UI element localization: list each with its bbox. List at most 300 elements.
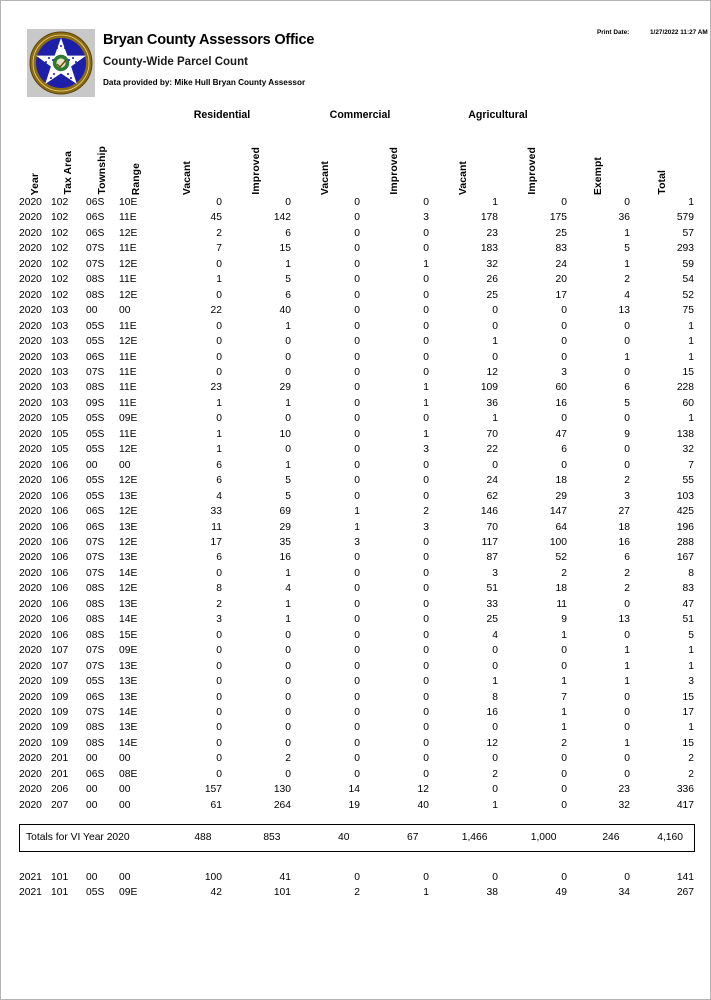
table-row xyxy=(19,241,694,256)
cell-improved-0: 40 xyxy=(279,305,291,317)
cell-year: 2020 xyxy=(19,753,42,765)
table-row xyxy=(19,210,694,225)
cell-improved-1: 0 xyxy=(423,336,429,348)
table-row xyxy=(19,550,694,565)
cell-range: 12E xyxy=(119,475,138,487)
cell-exempt: 5 xyxy=(624,243,631,255)
cell-exempt: 0 xyxy=(624,706,631,718)
table-row xyxy=(19,767,694,782)
cell-vacant-0: 0 xyxy=(216,645,222,657)
cell-year: 2020 xyxy=(19,197,42,208)
cell-range: 11E xyxy=(119,428,137,440)
cell-township: 07S xyxy=(86,660,105,672)
cell-vacant-2: 8 xyxy=(492,691,498,703)
table-row xyxy=(19,350,694,365)
cell-range: 13E xyxy=(119,722,138,734)
cell-total: 17 xyxy=(682,706,695,718)
cell-year: 2020 xyxy=(19,799,42,811)
cell-improved-1: 0 xyxy=(423,598,429,610)
cell-exempt: 0 xyxy=(624,691,631,703)
cell-township: 08S xyxy=(86,737,105,749)
totals-value: 1,000 xyxy=(530,832,557,843)
cell-total: 83 xyxy=(682,583,695,595)
cell-vacant-2: 1 xyxy=(492,799,498,811)
cell-total: 141 xyxy=(676,872,694,883)
cell-improved-0: 1 xyxy=(285,614,291,626)
cell-vacant-2: 0 xyxy=(492,459,498,471)
cell-total: 288 xyxy=(676,536,695,548)
cell-vacant-2: 1 xyxy=(492,413,498,425)
cell-exempt: 0 xyxy=(624,197,631,208)
cell-improved-1: 0 xyxy=(423,274,429,286)
cell-total: 1 xyxy=(688,722,695,734)
cell-vacant-0: 0 xyxy=(216,737,222,749)
cell-improved-2: 49 xyxy=(555,887,567,899)
cell-year: 2020 xyxy=(19,706,42,718)
cell-vacant-0: 4 xyxy=(216,490,222,502)
cell-range: 09E xyxy=(119,887,138,899)
cell-vacant-2: 38 xyxy=(486,887,498,899)
cell-improved-2: 0 xyxy=(561,413,568,425)
cell-vacant-0: 0 xyxy=(216,366,222,378)
cell-vacant-0: 23 xyxy=(210,382,222,394)
cell-vacant-1: 0 xyxy=(354,737,360,749)
cell-tax-area: 207 xyxy=(51,799,69,811)
cell-tax-area: 107 xyxy=(51,645,69,657)
cell-total: 103 xyxy=(676,490,695,502)
cell-vacant-0: 6 xyxy=(216,459,222,471)
cell-year: 2020 xyxy=(19,366,42,378)
cell-improved-0: 1 xyxy=(285,567,291,579)
cell-improved-1: 0 xyxy=(423,475,429,487)
cell-improved-0: 0 xyxy=(285,351,291,363)
cell-range: 11E xyxy=(119,382,137,394)
cell-year: 2020 xyxy=(19,258,42,270)
cell-improved-1: 0 xyxy=(423,737,429,749)
cell-tax-area: 106 xyxy=(51,459,69,471)
cell-total: 60 xyxy=(682,397,695,409)
totals-value: 853 xyxy=(263,832,281,843)
table-row xyxy=(19,628,694,643)
cell-improved-0: 0 xyxy=(285,660,291,672)
cell-total: 1 xyxy=(688,660,695,672)
cell-improved-1: 0 xyxy=(423,243,429,255)
cell-year: 2020 xyxy=(19,614,42,626)
column-header-agricultural-vacant-label: Vacant xyxy=(458,160,469,195)
cell-vacant-1: 0 xyxy=(354,413,360,425)
cell-year: 2020 xyxy=(19,397,42,409)
table-row xyxy=(19,674,694,689)
cell-tax-area: 109 xyxy=(51,691,69,703)
cell-township: 00 xyxy=(86,799,98,811)
cell-improved-2: 0 xyxy=(561,799,568,811)
cell-total: 32 xyxy=(682,444,695,456)
column-header-exempt xyxy=(567,125,630,195)
cell-improved-0: 2 xyxy=(285,753,291,765)
column-header-commercial-improved xyxy=(360,125,429,195)
cell-tax-area: 206 xyxy=(51,784,69,796)
cell-improved-1: 0 xyxy=(423,645,429,657)
print-date-label: Print Date: xyxy=(597,29,630,36)
cell-improved-2: 20 xyxy=(555,274,568,286)
cell-improved-1: 0 xyxy=(423,614,429,626)
cell-year: 2020 xyxy=(19,567,42,579)
cell-vacant-1: 2 xyxy=(354,887,360,899)
cell-year: 2020 xyxy=(19,413,42,425)
cell-improved-2: 18 xyxy=(555,583,568,595)
table-row xyxy=(19,736,694,751)
cell-vacant-0: 22 xyxy=(210,305,222,317)
cell-vacant-0: 0 xyxy=(216,768,222,780)
cell-improved-2: 2 xyxy=(561,737,568,749)
cell-tax-area: 201 xyxy=(51,768,69,780)
cell-exempt: 27 xyxy=(618,506,631,518)
group-header-row xyxy=(19,104,694,125)
cell-total: 8 xyxy=(688,567,695,579)
cell-tax-area: 106 xyxy=(51,506,69,518)
cell-total: 75 xyxy=(682,305,695,317)
cell-improved-2: 7 xyxy=(561,691,568,703)
cell-total: 54 xyxy=(682,274,695,286)
cell-total: 1 xyxy=(688,197,695,208)
cell-vacant-0: 6 xyxy=(216,475,222,487)
cell-vacant-2: 51 xyxy=(486,583,498,595)
cell-improved-1: 12 xyxy=(417,784,429,796)
cell-tax-area: 106 xyxy=(51,536,69,548)
cell-improved-2: 47 xyxy=(555,428,568,440)
cell-range: 14E xyxy=(119,706,138,718)
cell-tax-area: 102 xyxy=(51,197,69,208)
cell-vacant-0: 0 xyxy=(216,706,222,718)
cell-exempt: 2 xyxy=(624,583,631,595)
cell-township: 05S xyxy=(86,676,105,688)
group-header-commercial: Commercial xyxy=(329,108,391,121)
table-row xyxy=(19,334,694,349)
cell-vacant-2: 4 xyxy=(492,629,498,641)
cell-vacant-2: 1 xyxy=(492,676,498,688)
cell-improved-1: 0 xyxy=(423,872,429,883)
cell-year: 2020 xyxy=(19,722,42,734)
cell-exempt: 2 xyxy=(624,567,631,579)
cell-vacant-2: 70 xyxy=(486,428,498,440)
group-spacer-township xyxy=(86,104,119,125)
cell-township: 08S xyxy=(86,598,105,610)
cell-improved-1: 0 xyxy=(423,351,429,363)
cell-vacant-2: 146 xyxy=(480,506,498,518)
cell-vacant-2: 0 xyxy=(492,320,498,332)
cell-township: 07S xyxy=(86,258,105,270)
table-row xyxy=(19,643,694,658)
cell-improved-0: 6 xyxy=(285,289,291,301)
cell-vacant-1: 0 xyxy=(354,274,360,286)
group-spacer-exempt xyxy=(567,104,630,125)
group-spacer-range xyxy=(119,104,153,125)
cell-improved-2: 64 xyxy=(555,521,568,533)
cell-range: 12E xyxy=(119,289,138,301)
column-header-row xyxy=(19,125,694,195)
cell-vacant-2: 25 xyxy=(486,289,498,301)
cell-exempt: 13 xyxy=(618,614,631,626)
cell-vacant-1: 19 xyxy=(348,799,360,811)
cell-range: 09E xyxy=(119,645,138,657)
cell-total: 2 xyxy=(688,768,695,780)
cell-year: 2020 xyxy=(19,490,42,502)
cell-exempt: 16 xyxy=(618,536,631,548)
cell-vacant-2: 22 xyxy=(486,444,498,456)
cell-year: 2020 xyxy=(19,227,42,239)
column-header-range-label: Range xyxy=(130,162,142,195)
table-row xyxy=(19,319,694,334)
table-row xyxy=(19,520,694,535)
cell-vacant-2: 70 xyxy=(486,521,498,533)
cell-vacant-1: 0 xyxy=(354,872,360,883)
cell-improved-2: 1 xyxy=(561,629,568,641)
cell-vacant-0: 0 xyxy=(216,197,222,208)
table-row xyxy=(19,504,694,519)
cell-improved-2: 6 xyxy=(561,444,568,456)
column-header-residential-improved xyxy=(222,125,291,195)
table-row xyxy=(19,597,694,612)
cell-year: 2020 xyxy=(19,336,42,348)
column-header-range xyxy=(119,125,153,195)
cell-improved-1: 1 xyxy=(423,258,429,270)
cell-total: 336 xyxy=(676,784,695,796)
cell-vacant-2: 36 xyxy=(486,397,498,409)
cell-range: 10E xyxy=(119,197,138,208)
cell-township: 05S xyxy=(86,428,105,440)
cell-improved-2: 0 xyxy=(561,784,568,796)
cell-exempt: 0 xyxy=(624,629,631,641)
cell-vacant-2: 12 xyxy=(486,737,498,749)
cell-year: 2020 xyxy=(19,212,42,224)
cell-township: 07S xyxy=(86,366,105,378)
group-spacer-tax-area xyxy=(51,104,86,125)
cell-vacant-1: 0 xyxy=(354,351,360,363)
cell-improved-2: 0 xyxy=(561,197,568,208)
cell-vacant-0: 0 xyxy=(216,336,222,348)
cell-exempt: 4 xyxy=(624,289,631,301)
cell-year: 2020 xyxy=(19,676,42,688)
cell-year: 2020 xyxy=(19,521,42,533)
cell-range: 12E xyxy=(119,583,138,595)
cell-total: 293 xyxy=(676,243,695,255)
cell-improved-2: 0 xyxy=(561,305,568,317)
cell-tax-area: 106 xyxy=(51,567,69,579)
cell-improved-0: 1 xyxy=(285,320,291,332)
cell-exempt: 2 xyxy=(624,475,631,487)
cell-tax-area: 103 xyxy=(51,305,69,317)
table-row xyxy=(19,396,694,411)
cell-vacant-1: 1 xyxy=(354,506,360,518)
cell-exempt: 34 xyxy=(618,887,630,899)
cell-vacant-1: 0 xyxy=(354,382,360,394)
cell-vacant-0: 0 xyxy=(216,413,222,425)
cell-vacant-0: 45 xyxy=(210,212,222,224)
cell-improved-2: 0 xyxy=(561,753,568,765)
totals-section xyxy=(19,824,694,852)
cell-exempt: 0 xyxy=(624,336,631,348)
cell-tax-area: 106 xyxy=(51,552,69,564)
cell-improved-0: 10 xyxy=(279,428,291,440)
cell-vacant-0: 100 xyxy=(204,872,222,883)
cell-vacant-2: 16 xyxy=(486,706,498,718)
column-header-residential-vacant-label: Vacant xyxy=(182,160,193,195)
cell-range: 00 xyxy=(119,872,131,883)
cell-exempt: 13 xyxy=(618,305,631,317)
cell-total: 579 xyxy=(676,212,695,224)
cell-tax-area: 103 xyxy=(51,397,69,409)
table-row xyxy=(19,489,694,504)
cell-vacant-1: 0 xyxy=(354,243,360,255)
next-year-body xyxy=(19,870,694,901)
cell-vacant-1: 0 xyxy=(354,583,360,595)
cell-improved-0: 5 xyxy=(285,475,291,487)
cell-total: 2 xyxy=(688,753,695,765)
cell-township: 00 xyxy=(86,872,98,883)
cell-year: 2020 xyxy=(19,583,42,595)
data-provided-by: Data provided by: Mike Hull Bryan County Assessor xyxy=(103,77,306,87)
cell-tax-area: 107 xyxy=(51,660,69,672)
cell-exempt: 0 xyxy=(624,459,631,471)
table-row xyxy=(19,365,694,380)
cell-vacant-1: 0 xyxy=(354,336,360,348)
cell-improved-0: 0 xyxy=(285,706,291,718)
cell-exempt: 0 xyxy=(624,320,631,332)
cell-vacant-2: 33 xyxy=(486,598,498,610)
cell-vacant-0: 157 xyxy=(204,784,222,796)
cell-township: 06S xyxy=(86,212,105,224)
cell-year: 2020 xyxy=(19,691,42,703)
cell-township: 06S xyxy=(86,521,105,533)
cell-vacant-2: 117 xyxy=(481,536,498,548)
cell-tax-area: 103 xyxy=(51,336,69,348)
totals-value: 40 xyxy=(338,832,350,843)
cell-range: 14E xyxy=(119,737,138,749)
cell-vacant-2: 62 xyxy=(486,490,498,502)
cell-exempt: 2 xyxy=(624,274,631,286)
cell-improved-2: 3 xyxy=(561,366,568,378)
cell-exempt: 3 xyxy=(624,490,631,502)
cell-vacant-1: 0 xyxy=(354,428,360,440)
group-spacer-year xyxy=(19,104,51,125)
cell-improved-2: 9 xyxy=(561,614,568,626)
cell-total: 228 xyxy=(676,382,695,394)
cell-improved-1: 0 xyxy=(423,629,429,641)
cell-range: 13E xyxy=(119,552,138,564)
cell-improved-0: 101 xyxy=(273,887,291,899)
cell-vacant-1: 14 xyxy=(348,784,360,796)
cell-total: 15 xyxy=(682,691,695,703)
cell-range: 12E xyxy=(119,536,138,548)
cell-improved-1: 0 xyxy=(423,552,429,564)
table-row xyxy=(19,782,694,797)
cell-improved-0: 0 xyxy=(285,336,291,348)
column-header-total xyxy=(630,125,694,195)
cell-township: 06S xyxy=(86,768,105,780)
cell-improved-2: 16 xyxy=(555,397,568,409)
cell-improved-1: 0 xyxy=(423,753,429,765)
cell-exempt: 0 xyxy=(624,753,631,765)
table-row xyxy=(19,411,694,426)
column-header-agricultural-improved-label: Improved xyxy=(527,147,538,195)
cell-improved-0: 5 xyxy=(285,490,291,502)
cell-range: 00 xyxy=(119,753,131,765)
cell-year: 2020 xyxy=(19,737,42,749)
cell-township: 08S xyxy=(86,274,105,286)
cell-township: 06S xyxy=(86,691,105,703)
cell-exempt: 1 xyxy=(624,737,631,749)
cell-tax-area: 106 xyxy=(51,583,69,595)
cell-improved-1: 0 xyxy=(423,197,429,208)
cell-improved-0: 4 xyxy=(285,583,291,595)
cell-tax-area: 106 xyxy=(51,475,69,487)
column-header-township xyxy=(86,125,119,195)
cell-improved-0: 41 xyxy=(279,872,291,883)
cell-range: 00 xyxy=(119,459,131,471)
cell-year: 2020 xyxy=(19,428,42,440)
cell-tax-area: 109 xyxy=(51,737,69,749)
cell-total: 196 xyxy=(676,521,695,533)
cell-improved-2: 1 xyxy=(561,722,568,734)
cell-tax-area: 106 xyxy=(51,490,69,502)
cell-total: 47 xyxy=(682,598,695,610)
cell-vacant-2: 109 xyxy=(480,382,498,394)
cell-range: 12E xyxy=(119,506,138,518)
cell-township: 07S xyxy=(86,536,105,548)
cell-total: 425 xyxy=(676,506,695,518)
cell-improved-0: 15 xyxy=(279,243,291,255)
cell-tax-area: 101 xyxy=(51,872,69,883)
totals-value: 67 xyxy=(407,832,419,843)
cell-improved-0: 0 xyxy=(285,645,291,657)
cell-improved-0: 0 xyxy=(285,737,291,749)
cell-exempt: 1 xyxy=(624,660,631,672)
column-header-residential-vacant xyxy=(153,125,222,195)
cell-improved-1: 0 xyxy=(423,660,429,672)
table-row xyxy=(19,442,694,457)
cell-improved-1: 40 xyxy=(417,799,429,811)
cell-range: 11E xyxy=(119,243,137,255)
cell-total: 1 xyxy=(688,320,695,332)
cell-improved-0: 142 xyxy=(273,212,291,224)
totals-row xyxy=(20,825,695,852)
cell-township: 08S xyxy=(86,583,105,595)
cell-vacant-1: 0 xyxy=(354,768,360,780)
table-row xyxy=(19,612,694,627)
cell-vacant-0: 17 xyxy=(210,536,222,548)
cell-exempt: 0 xyxy=(624,366,631,378)
cell-vacant-0: 42 xyxy=(210,887,222,899)
table-body xyxy=(19,195,694,813)
cell-improved-2: 0 xyxy=(561,768,568,780)
column-header-exempt-label: Exempt xyxy=(593,156,605,195)
cell-range: 15E xyxy=(119,629,138,641)
cell-vacant-2: 1 xyxy=(492,197,498,208)
cell-improved-0: 0 xyxy=(285,444,291,456)
cell-tax-area: 109 xyxy=(51,676,69,688)
cell-vacant-1: 0 xyxy=(354,598,360,610)
cell-total: 51 xyxy=(682,614,695,626)
cell-improved-2: 11 xyxy=(556,598,568,610)
cell-year: 2020 xyxy=(19,305,42,317)
table-row xyxy=(19,257,694,272)
cell-tax-area: 103 xyxy=(51,351,69,363)
cell-exempt: 32 xyxy=(618,799,631,811)
totals-label: Totals for VI Year 2020 xyxy=(26,832,130,843)
table-row xyxy=(19,566,694,581)
cell-range: 12E xyxy=(119,336,138,348)
cell-township: 00 xyxy=(86,459,98,471)
